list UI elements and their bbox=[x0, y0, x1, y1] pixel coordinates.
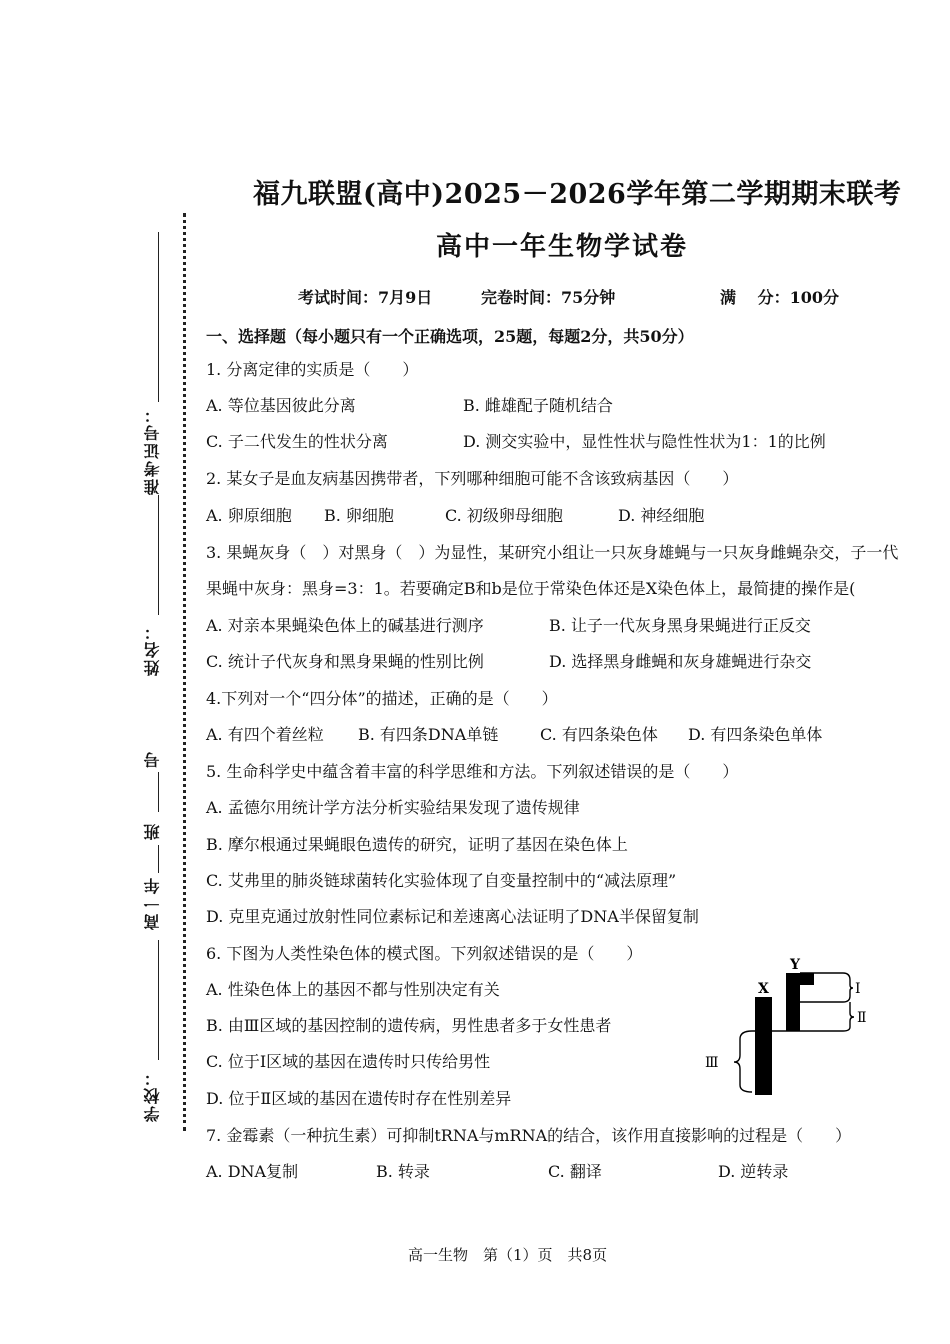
q4-stem: 4.下列对一个“四分体”的描述，正确的是（ ） bbox=[206, 689, 558, 708]
school-underline bbox=[158, 940, 159, 1060]
exam-score: 满 分：100分 bbox=[720, 288, 839, 307]
class-underline-2 bbox=[158, 845, 159, 873]
exam-time: 考试时间：7月9日 bbox=[298, 288, 433, 307]
q1-option-b: B. 雌雄配子随机结合 bbox=[463, 396, 613, 415]
q1-option-a: A. 等位基因彼此分离 bbox=[206, 396, 356, 415]
exam-subtitle: 高中一年生物学试卷 bbox=[436, 232, 689, 262]
q6-option-c: C. 位于Ⅰ区域的基因在遗传时只传给男性 bbox=[206, 1052, 491, 1071]
q1-option-d: D. 测交实验中，显性性状与隐性性状为1：1的比例 bbox=[463, 432, 826, 451]
cut-line bbox=[183, 213, 186, 1131]
q4-option-a: A. 有四个着丝粒 bbox=[206, 725, 324, 744]
q7-option-d: D. 逆转录 bbox=[718, 1162, 789, 1181]
exam-title: 福九联盟(高中)2025－2026学年第二学期期末联考 bbox=[253, 179, 902, 210]
q2-option-d: D. 神经细胞 bbox=[618, 506, 705, 525]
name-underline-top bbox=[158, 495, 159, 615]
q5-option-c: C. 艾弗里的肺炎链球菌转化实验体现了自变量控制中的“减法原理” bbox=[206, 871, 677, 890]
section-heading: 一、选择题（每小题只有一个正确选项，25题，每题2分，共50分） bbox=[206, 327, 694, 346]
q7-stem: 7. 金霉素（一种抗生素）可抑制tRNA与mRNA的结合，该作用直接影响的过程是（ ） bbox=[206, 1126, 852, 1145]
x-chromosome-bar bbox=[755, 997, 772, 1095]
q2-option-a: A. 卵原细胞 bbox=[206, 506, 292, 525]
q5-option-b: B. 摩尔根通过果蝇眼色遗传的研究，证明了基因在染色体上 bbox=[206, 835, 628, 854]
q3-option-a: A. 对亲本果蝇染色体上的碱基进行测序 bbox=[206, 616, 484, 635]
region-2-label: Ⅱ bbox=[857, 1010, 867, 1026]
q6-stem: 6. 下图为人类性染色体的模式图。下列叙述错误的是（ ） bbox=[206, 944, 643, 963]
q4-option-c: C. 有四条染色体 bbox=[540, 725, 658, 744]
q3-stem-line2: 果蝇中灰身：黑身=3：1。若要确定B和b是位于常染色体还是X染色体上，最简捷的操作是( bbox=[206, 579, 856, 598]
school-label: 学校： bbox=[143, 1068, 162, 1122]
q6-option-a: A. 性染色体上的基因不都与性别决定有关 bbox=[206, 980, 500, 999]
q2-stem: 2. 某女子是血友病基因携带者，下列哪种细胞可能不含该致病基因（ ） bbox=[206, 469, 739, 488]
q6-option-b: B. 由Ⅲ区域的基因控制的遗传病，男性患者多于女性患者 bbox=[206, 1016, 612, 1035]
q3-option-c: C. 统计子代灰身和黑身果蝇的性别比例 bbox=[206, 652, 484, 671]
q1-option-c: C. 子二代发生的性状分离 bbox=[206, 432, 388, 451]
q4-option-b: B. 有四条DNA单链 bbox=[358, 725, 499, 744]
q4-option-d: D. 有四条染色单体 bbox=[688, 725, 823, 744]
sex-chromosome-figure bbox=[700, 955, 880, 1100]
exam-duration: 完卷时间：75分钟 bbox=[481, 288, 616, 307]
class-underline-1 bbox=[158, 772, 159, 812]
q5-stem: 5. 生命科学史中蕴含着丰富的科学思维和方法。下列叙述错误的是（ ） bbox=[206, 762, 739, 781]
q7-option-b: B. 转录 bbox=[376, 1162, 430, 1181]
q2-option-c: C. 初级卵母细胞 bbox=[445, 506, 563, 525]
page-footer: 高一生物 第（1）页 共8页 bbox=[408, 1246, 608, 1264]
class-hao-label: 号 bbox=[143, 750, 162, 768]
brace-region-3 bbox=[734, 1031, 752, 1092]
ticket-underline bbox=[158, 232, 159, 402]
y-label: Y bbox=[790, 957, 800, 973]
name-label: 姓名： bbox=[143, 622, 162, 676]
q3-option-b: B. 让子一代灰身黑身果蝇进行正反交 bbox=[549, 616, 811, 635]
q5-option-a: A. 孟德尔用统计学方法分析实验结果发现了遗传规律 bbox=[206, 798, 580, 817]
class-ban-label: 班 bbox=[143, 822, 162, 840]
ticket-label: 准考证号： bbox=[143, 405, 162, 495]
q7-option-c: C. 翻译 bbox=[548, 1162, 602, 1181]
region-3-label: Ⅲ bbox=[705, 1055, 719, 1071]
q3-stem-line1: 3. 果蝇灰身（ ）对黑身（ ）为显性，某研究小组让一只灰身雄蝇与一只灰身雌蝇杂交，子一代 bbox=[206, 543, 899, 562]
brace-region-2 bbox=[843, 1002, 854, 1031]
region-1-label: Ⅰ bbox=[855, 981, 861, 997]
y-chromosome-top bbox=[786, 973, 814, 985]
brace-region-1 bbox=[843, 973, 853, 1002]
q2-option-b: B. 卵细胞 bbox=[324, 506, 394, 525]
q3-option-d: D. 选择黑身雌蝇和灰身雄蝇进行杂交 bbox=[549, 652, 812, 671]
q6-option-d: D. 位于Ⅱ区域的基因在遗传时存在性别差异 bbox=[206, 1089, 512, 1108]
q1-stem: 1. 分离定律的实质是（ ） bbox=[206, 360, 419, 379]
x-label: X bbox=[758, 981, 769, 997]
class-grade-label: 高一年 bbox=[143, 876, 162, 930]
q5-option-d: D. 克里克通过放射性同位素标记和差速离心法证明了DNA半保留复制 bbox=[206, 907, 699, 926]
q7-option-a: A. DNA复制 bbox=[206, 1162, 299, 1181]
